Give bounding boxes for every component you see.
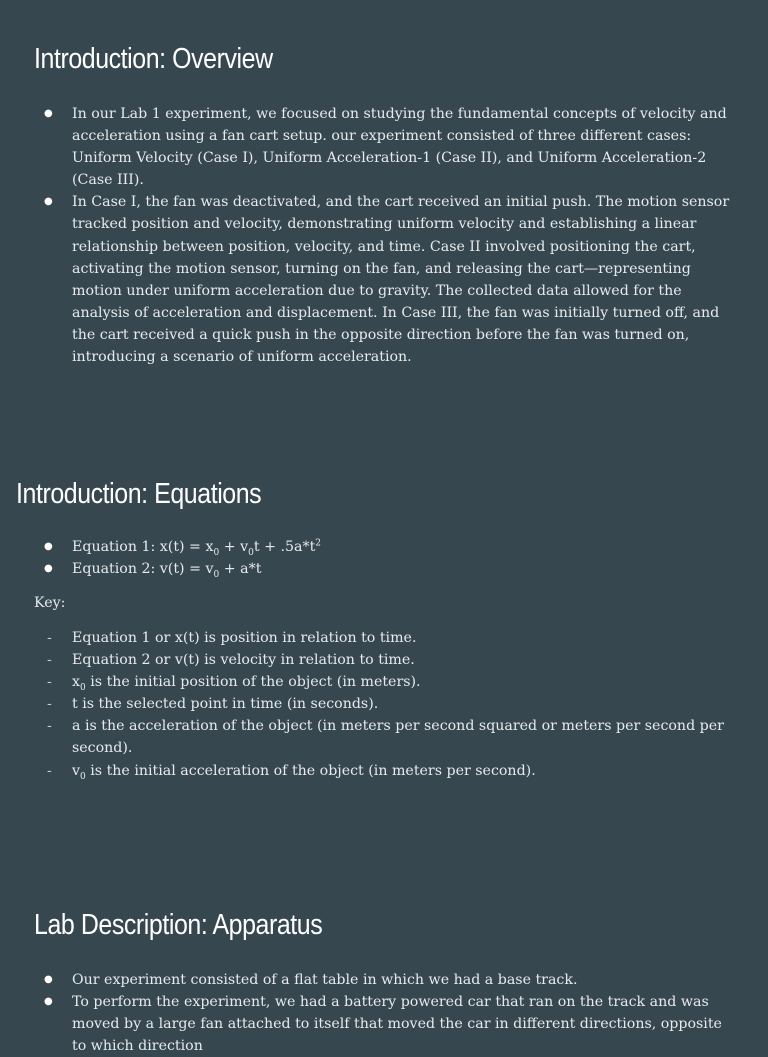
equation-1: ● Equation 1: $x(t) = x_0 + v_0t + .5a*t^2$ (34, 536, 740, 558)
list-item: - $v_0$ is the initial acceleration of the object (in meters per second). (34, 760, 740, 782)
apparatus-title: Lab Description: Apparatus (34, 909, 323, 941)
key-list (34, 627, 740, 782)
equation-2: ● Equation 2: $v(t) = v_0 + a*t$ (34, 558, 740, 580)
list-item: ● In our Lab 1 experiment, we focused on studying the fundamental concepts of velocity and acceleration using a fan cart setup. our experiment consisted of three different cases: Uniform Velocity (Case I), Uniform Acceleration-1 (Case II), and Uniform Acceleration-2 (Case III). (34, 103, 740, 191)
apparatus-bullet-list (34, 969, 740, 1057)
list-item: - a is the acceleration of the object (in meters per second squared or meters per second per second). (34, 715, 740, 759)
list-item: ● In Case I, the fan was deactivated, and the cart received an initial push. The motion sensor tracked position and velocity, demonstrating uniform velocity and establishing a linear relationship between position, velocity, and time. Case II involved positioning the cart, activating the motion sensor, turning on the fan, and releasing the cart—representing motion under uniform acceleration due to gravity. The collected data allowed for the analysis of acceleration and displacement. In Case III, the fan was initially turned off, and the cart received a quick push in the opposite direction before the fan was turned on, introducing a scenario of uniform acceleration. (34, 191, 740, 368)
list-item: ● Our experiment consisted of a flat table in which we had a base track. (34, 969, 740, 991)
overview-title: Introduction: Overview (34, 43, 273, 75)
list-item: - $x_0$ is the initial position of the object (in meters). (34, 671, 740, 693)
key-label: Key: (34, 595, 66, 611)
list-item: - Equation 1 or x(t) is position in relation to time. (34, 627, 740, 649)
equations-bullet-list (34, 536, 740, 580)
list-item: - t is the selected point in time (in seconds). (34, 693, 740, 715)
equations-title: Introduction: Equations (16, 478, 262, 510)
list-item: - Equation 2 or v(t) is velocity in relation to time. (34, 649, 740, 671)
overview-bullet-list (34, 103, 740, 368)
list-item: ● To perform the experiment, we had a battery powered car that ran on the track and was moved by a large fan attached to itself that moved the car in different directions, opposite to which direction (34, 991, 740, 1057)
